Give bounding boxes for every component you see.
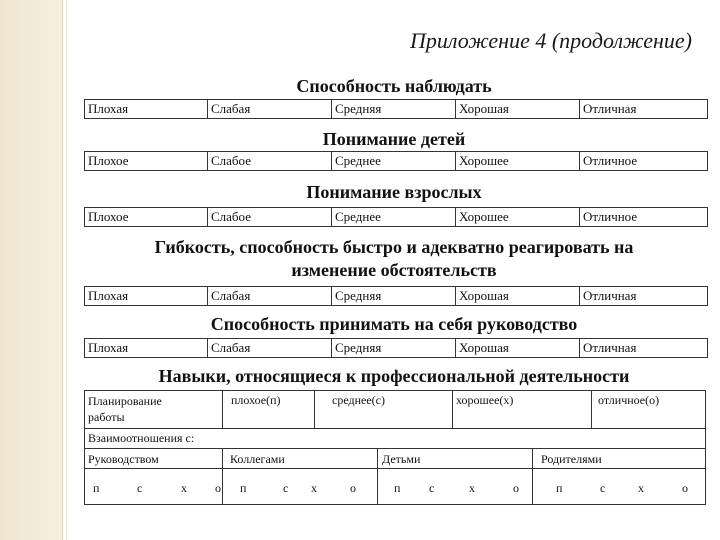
heading-understanding-adults: Понимание взрослых <box>306 182 482 202</box>
option-good: Хорошая <box>455 100 579 118</box>
option-excellent: Отличная <box>579 287 707 305</box>
heading-observation: Способность наблюдать <box>296 76 492 96</box>
divider <box>222 391 223 428</box>
option-average: Среднее <box>331 208 455 226</box>
divider <box>532 448 533 505</box>
option-bad: Плохое <box>88 209 129 224</box>
divider <box>452 391 453 428</box>
letter-o: о <box>682 481 688 495</box>
option-average: Среднее <box>331 152 455 170</box>
skills-table <box>84 390 706 505</box>
strip-border <box>62 0 63 540</box>
rating-row-observation <box>84 99 708 119</box>
option-bad: Плохая <box>88 101 129 116</box>
option-weak: Слабая <box>207 339 331 357</box>
option-good: Хорошее <box>455 208 579 226</box>
option-average: Средняя <box>331 339 455 357</box>
heading-professional-skills: Навыки, относящиеся к профессиональной деятельности <box>158 366 630 386</box>
option-average: Средняя <box>331 100 455 118</box>
planning-label-line2: работы <box>88 410 125 424</box>
strip-border-inner <box>66 0 67 540</box>
letter-o: о <box>513 481 519 495</box>
divider <box>314 391 315 428</box>
row-divider <box>85 428 705 429</box>
letter-s: с <box>137 481 143 495</box>
letter-h: х <box>469 481 475 495</box>
rating-row-understanding-children <box>84 151 708 171</box>
letter-p: п <box>556 481 563 495</box>
heading-flexibility-line1: Гибкость, способность быстро и адекватно реагировать на <box>154 237 634 257</box>
letter-h: х <box>181 481 187 495</box>
heading-flexibility-line2: изменение обстоятельств <box>291 260 497 280</box>
letter-s: с <box>429 481 435 495</box>
rating-row-flexibility <box>84 286 708 306</box>
option-good: Хорошее <box>455 152 579 170</box>
option-bad: Плохая <box>88 340 129 355</box>
heading-leadership: Способность принимать на себя руководство <box>210 314 578 334</box>
option-average: Средняя <box>331 287 455 305</box>
level-bad: плохое(п) <box>231 393 281 407</box>
option-weak: Слабое <box>207 152 331 170</box>
page-title: Приложение 4 (продолжение) <box>410 28 692 53</box>
option-good: Хорошая <box>455 287 579 305</box>
planning-label <box>88 393 218 425</box>
option-weak: Слабая <box>207 100 331 118</box>
option-good: Хорошая <box>455 339 579 357</box>
option-excellent: Отличная <box>579 339 707 357</box>
heading-understanding-children: Понимание детей <box>322 129 466 149</box>
letter-h: х <box>638 481 644 495</box>
divider <box>377 448 378 505</box>
group-management: Руководством <box>88 452 159 466</box>
option-excellent: Отличное <box>579 208 707 226</box>
letter-h: х <box>311 481 317 495</box>
planning-label-line1: Планирование <box>88 394 162 408</box>
divider <box>591 391 592 428</box>
letter-p: п <box>240 481 247 495</box>
option-bad: Плохое <box>88 153 129 168</box>
letter-o: о <box>350 481 356 495</box>
option-excellent: Отличное <box>579 152 707 170</box>
decorative-side-strip <box>0 0 62 540</box>
rating-row-leadership <box>84 338 708 358</box>
letter-s: с <box>600 481 606 495</box>
level-excellent: отличное(о) <box>598 393 660 407</box>
option-weak: Слабая <box>207 287 331 305</box>
row-divider <box>85 468 705 469</box>
group-parents: Родителями <box>541 452 602 466</box>
divider <box>222 448 223 505</box>
rating-row-understanding-adults <box>84 207 708 227</box>
level-good: хорошее(х) <box>456 393 514 407</box>
row-divider <box>85 448 705 449</box>
letter-p: п <box>394 481 401 495</box>
group-colleagues: Коллегами <box>230 452 285 466</box>
option-bad: Плохая <box>88 288 129 303</box>
letter-o: о <box>215 481 221 495</box>
option-weak: Слабое <box>207 208 331 226</box>
letter-p: п <box>93 481 100 495</box>
letter-s: с <box>283 481 289 495</box>
option-excellent: Отличная <box>579 100 707 118</box>
level-average: среднее(с) <box>332 393 385 407</box>
relations-label: Взаимоотношения с: <box>88 431 195 445</box>
group-children: Детьми <box>382 452 421 466</box>
